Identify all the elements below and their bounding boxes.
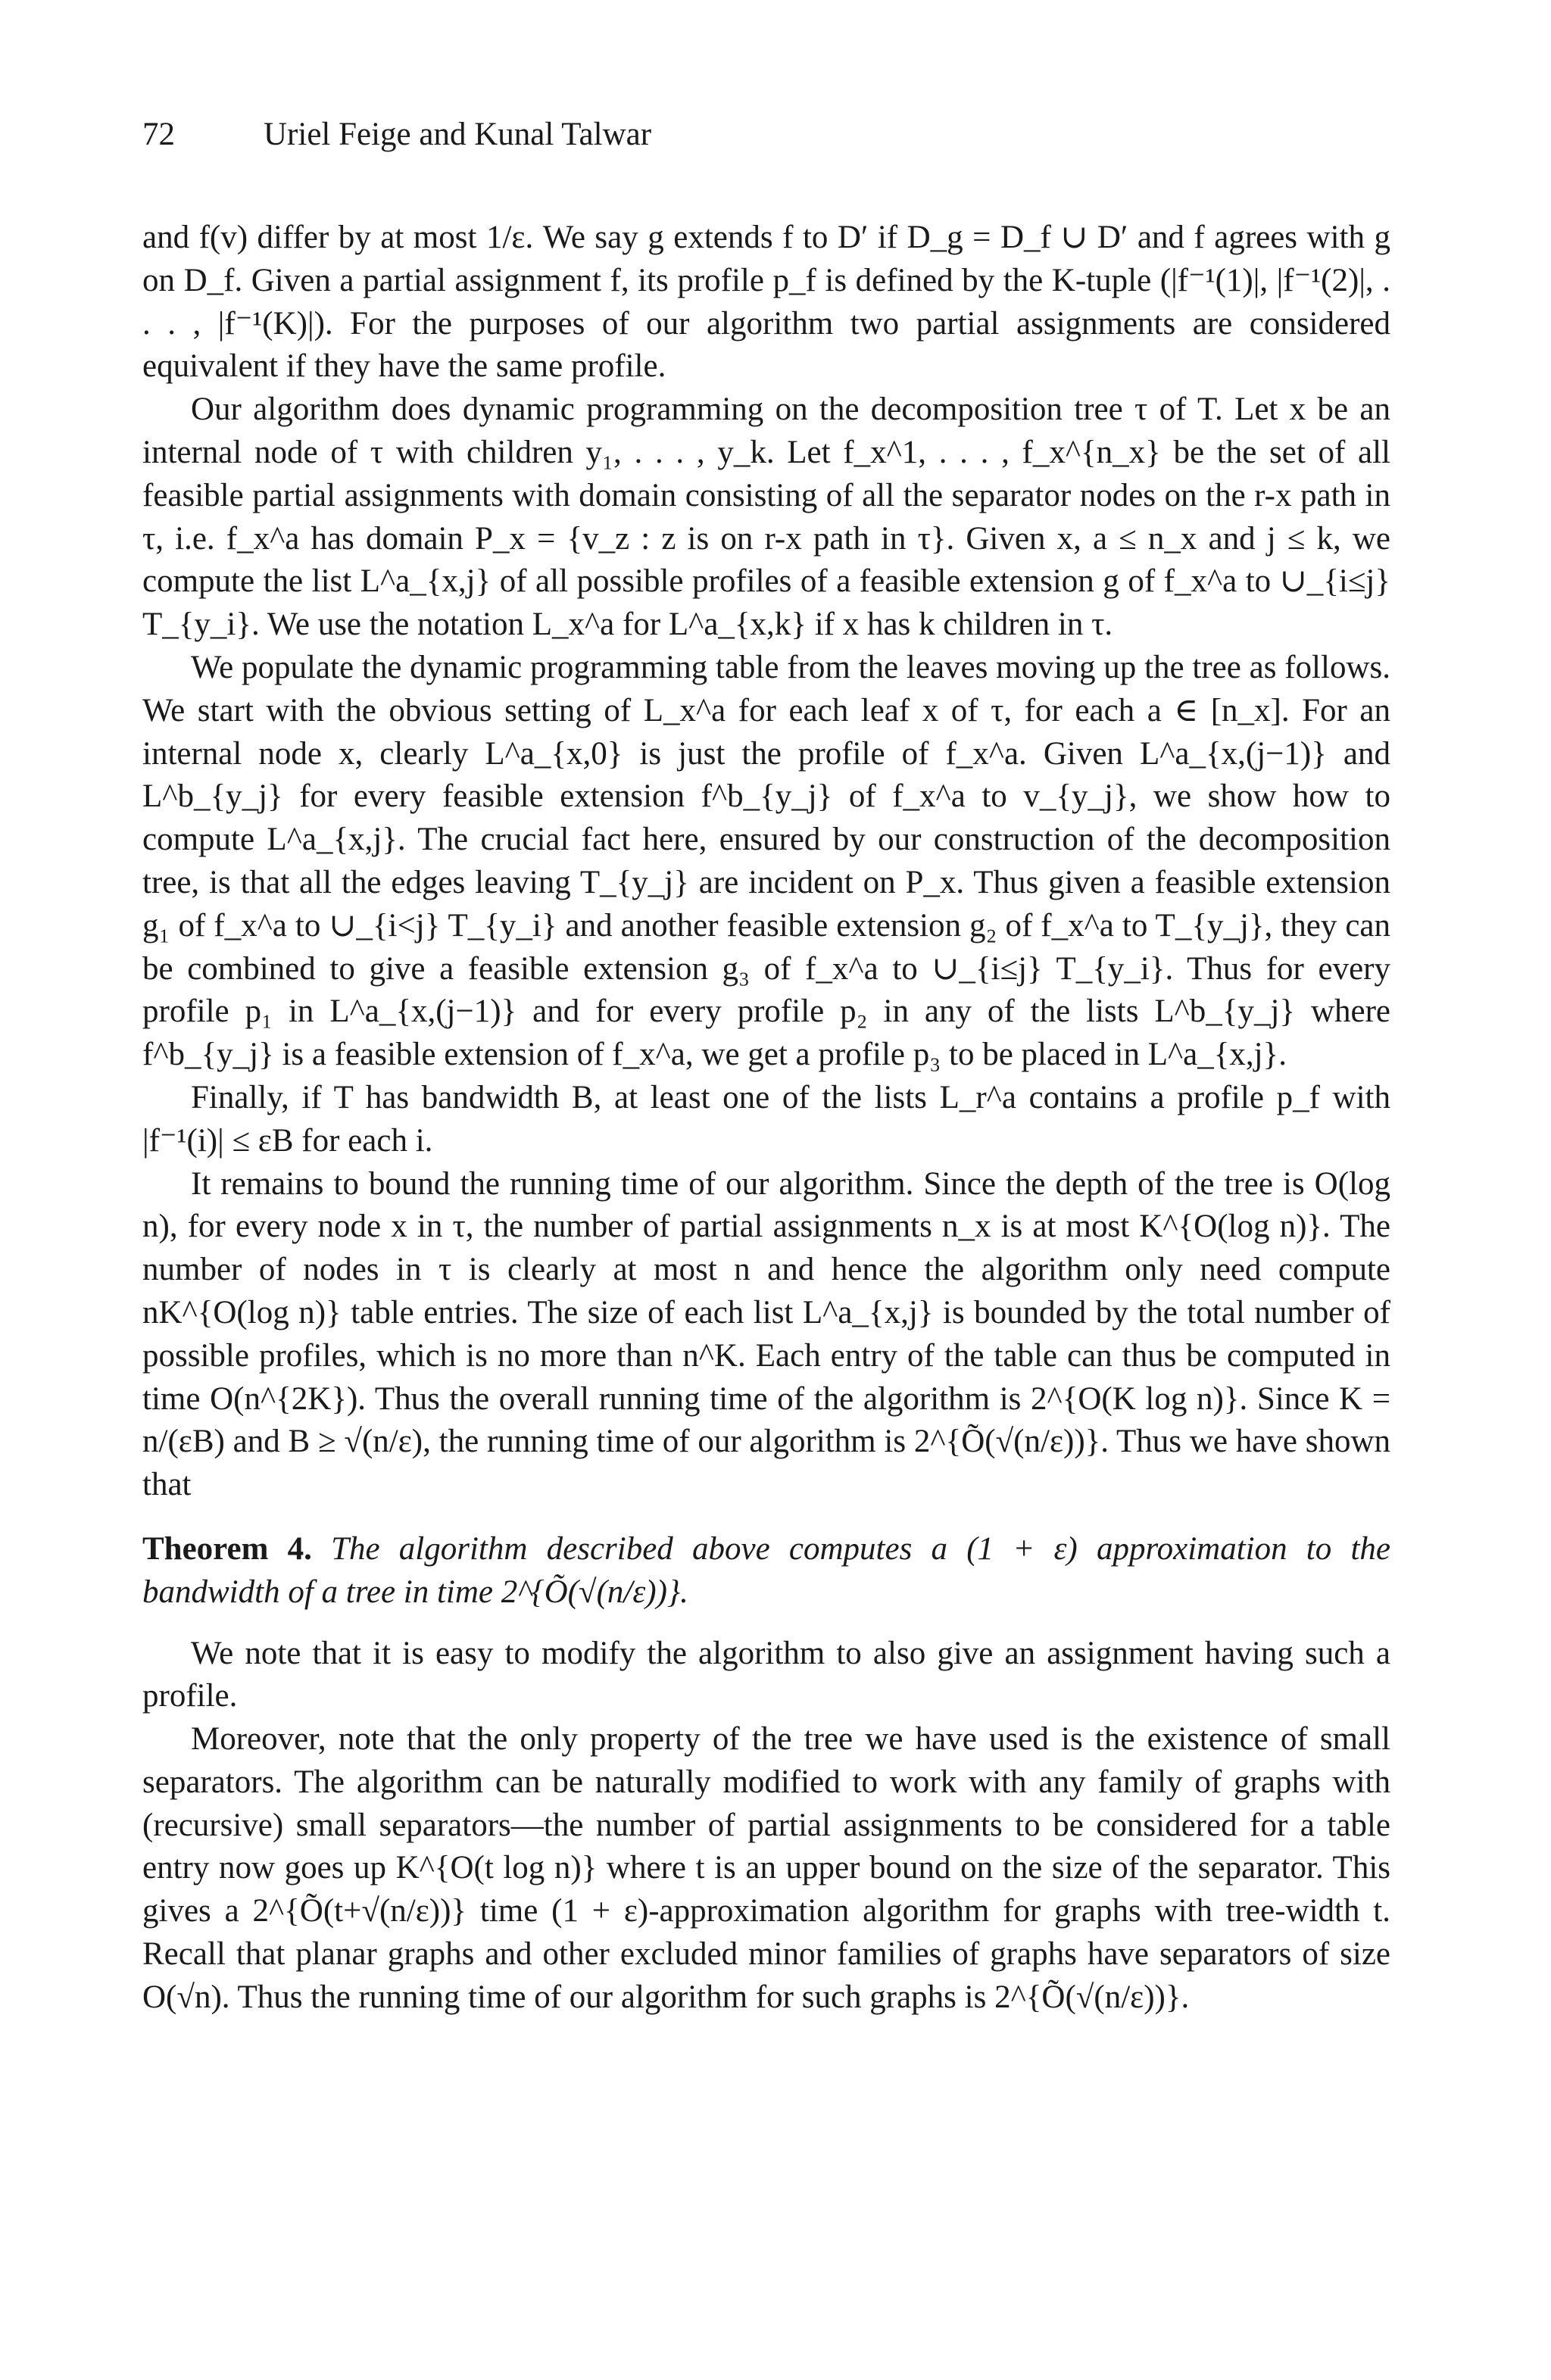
running-authors: Uriel Feige and Kunal Talwar <box>264 117 652 152</box>
page <box>142 114 1390 2020</box>
paragraph-4: Finally, if T has bandwidth B, at least one of the lists L_r^a contains a profile p_f with |f⁻¹(i)| ≤ εB for each i. <box>142 1079 1390 1159</box>
theorem-4 <box>142 1528 1390 1614</box>
paragraph-7: Moreover, note that the only property of the tree we have used is the existence of small separators. The algorithm can be naturally modified to work with any family of graphs with (recursive) small separators—the number of partial assignments to be considered for a table entry now goes up K^{O(t log n)} where t is an upper bound on the size of the separator. This gives a 2^{Õ(t+√(n/ε))} time (1 + ε)-approximation algorithm for graphs with tree-width t. Recall that planar graphs and other excluded minor families of graphs have separators of size O(√n). Thus the running time of our algorithm for such graphs is 2^{Õ(√(n/ε))}. <box>142 1721 1390 2015</box>
paragraph-5: It remains to bound the running time of our algorithm. Since the depth of the tree is O(log n), for every node x in τ, the number of partial assignments n_x is at most K^{O(log n)}. The number of nodes in τ is clearly at most n and hence the algorithm only need compute nK^{O(log n)} table entries. The size of each list L^a_{x,j} is bounded by the total number of possible profiles, which is no more than n^K. Each entry of the table can thus be computed in time O(n^{2K}). Thus the overall running time of the algorithm is 2^{O(K log n)}. Since K = n/(εB) and B ≥ √(n/ε), the running time of our algorithm is 2^{Õ(√(n/ε))}. Thus we have shown that <box>142 1165 1390 1503</box>
page-number: 72 <box>142 117 175 152</box>
theorem-label: Theorem 4. <box>142 1530 312 1567</box>
paragraph-6: We note that it is easy to modify the algorithm to also give an assignment having such a profile. <box>142 1635 1390 1714</box>
theorem-text: The algorithm described above computes a (1 + ε) approximation to the bandwidth of a tree in time 2^{Õ(√(n/ε))}. <box>142 1530 1390 1610</box>
paragraph-3: We populate the dynamic programming table from the leaves moving up the tree as follows. We start with the obvious setting of L_x^a for each leaf x of τ, for each a ∈ [n_x]. For an internal node x, clearly L^a_{x,0} is just the profile of f_x^a. Given L^a_{x,(j−1)} and L^b_{y_j} for every feasible extension f^b_{y_j} of f_x^a to v_{y_j}, we show how to compute L^a_{x,j}. The crucial fact here, ensured by our construction of the decomposition tree, is that all the edges leaving T_{y_j} are incident on P_x. Thus given a feasible extension g₁ of f_x^a to ∪_{i<j} T_{y_i} and another feasible extension g₂ of f_x^a to T_{y_j}, they can be combined to give a feasible extension g₃ of f_x^a to ∪_{i≤j} T_{y_i}. Thus for every profile p₁ in L^a_{x,(j−1)} and for every profile p₂ in any of the lists L^b_{y_j} where f^b_{y_j} is a feasible extension of f_x^a, we get a profile p₃ to be placed in L^a_{x,j}. <box>142 649 1390 1073</box>
paragraph-1: and f(v) differ by at most 1/ε. We say g extends f to D′ if D_g = D_f ∪ D′ and f agrees with g on D_f. Given a partial assignment f, its profile p_f is defined by the K-tuple (|f⁻¹(1)|, |f⁻¹(2)|, . . . , |f⁻¹(K)|). For the purposes of our algorithm two partial assignments are considered equivalent if they have the same profile. <box>142 220 1390 385</box>
paragraph-2: Our algorithm does dynamic programming on the decomposition tree τ of T. Let x be an internal node of τ with children y₁, . . . , y_k. Let f_x^1, . . . , f_x^{n_x} be the set of all feasible partial assignments with domain consisting of all the separator nodes on the r-x path in τ, i.e. f_x^a has domain P_x = {v_z : z is on r-x path in τ}. Given x, a ≤ n_x and j ≤ k, we compute the list L^a_{x,j} of all possible profiles of a feasible extension g of f_x^a to ∪_{i≤j} T_{y_i}. We use the notation L_x^a for L^a_{x,k} if x has k children in τ. <box>142 391 1390 643</box>
running-header <box>142 114 1390 156</box>
